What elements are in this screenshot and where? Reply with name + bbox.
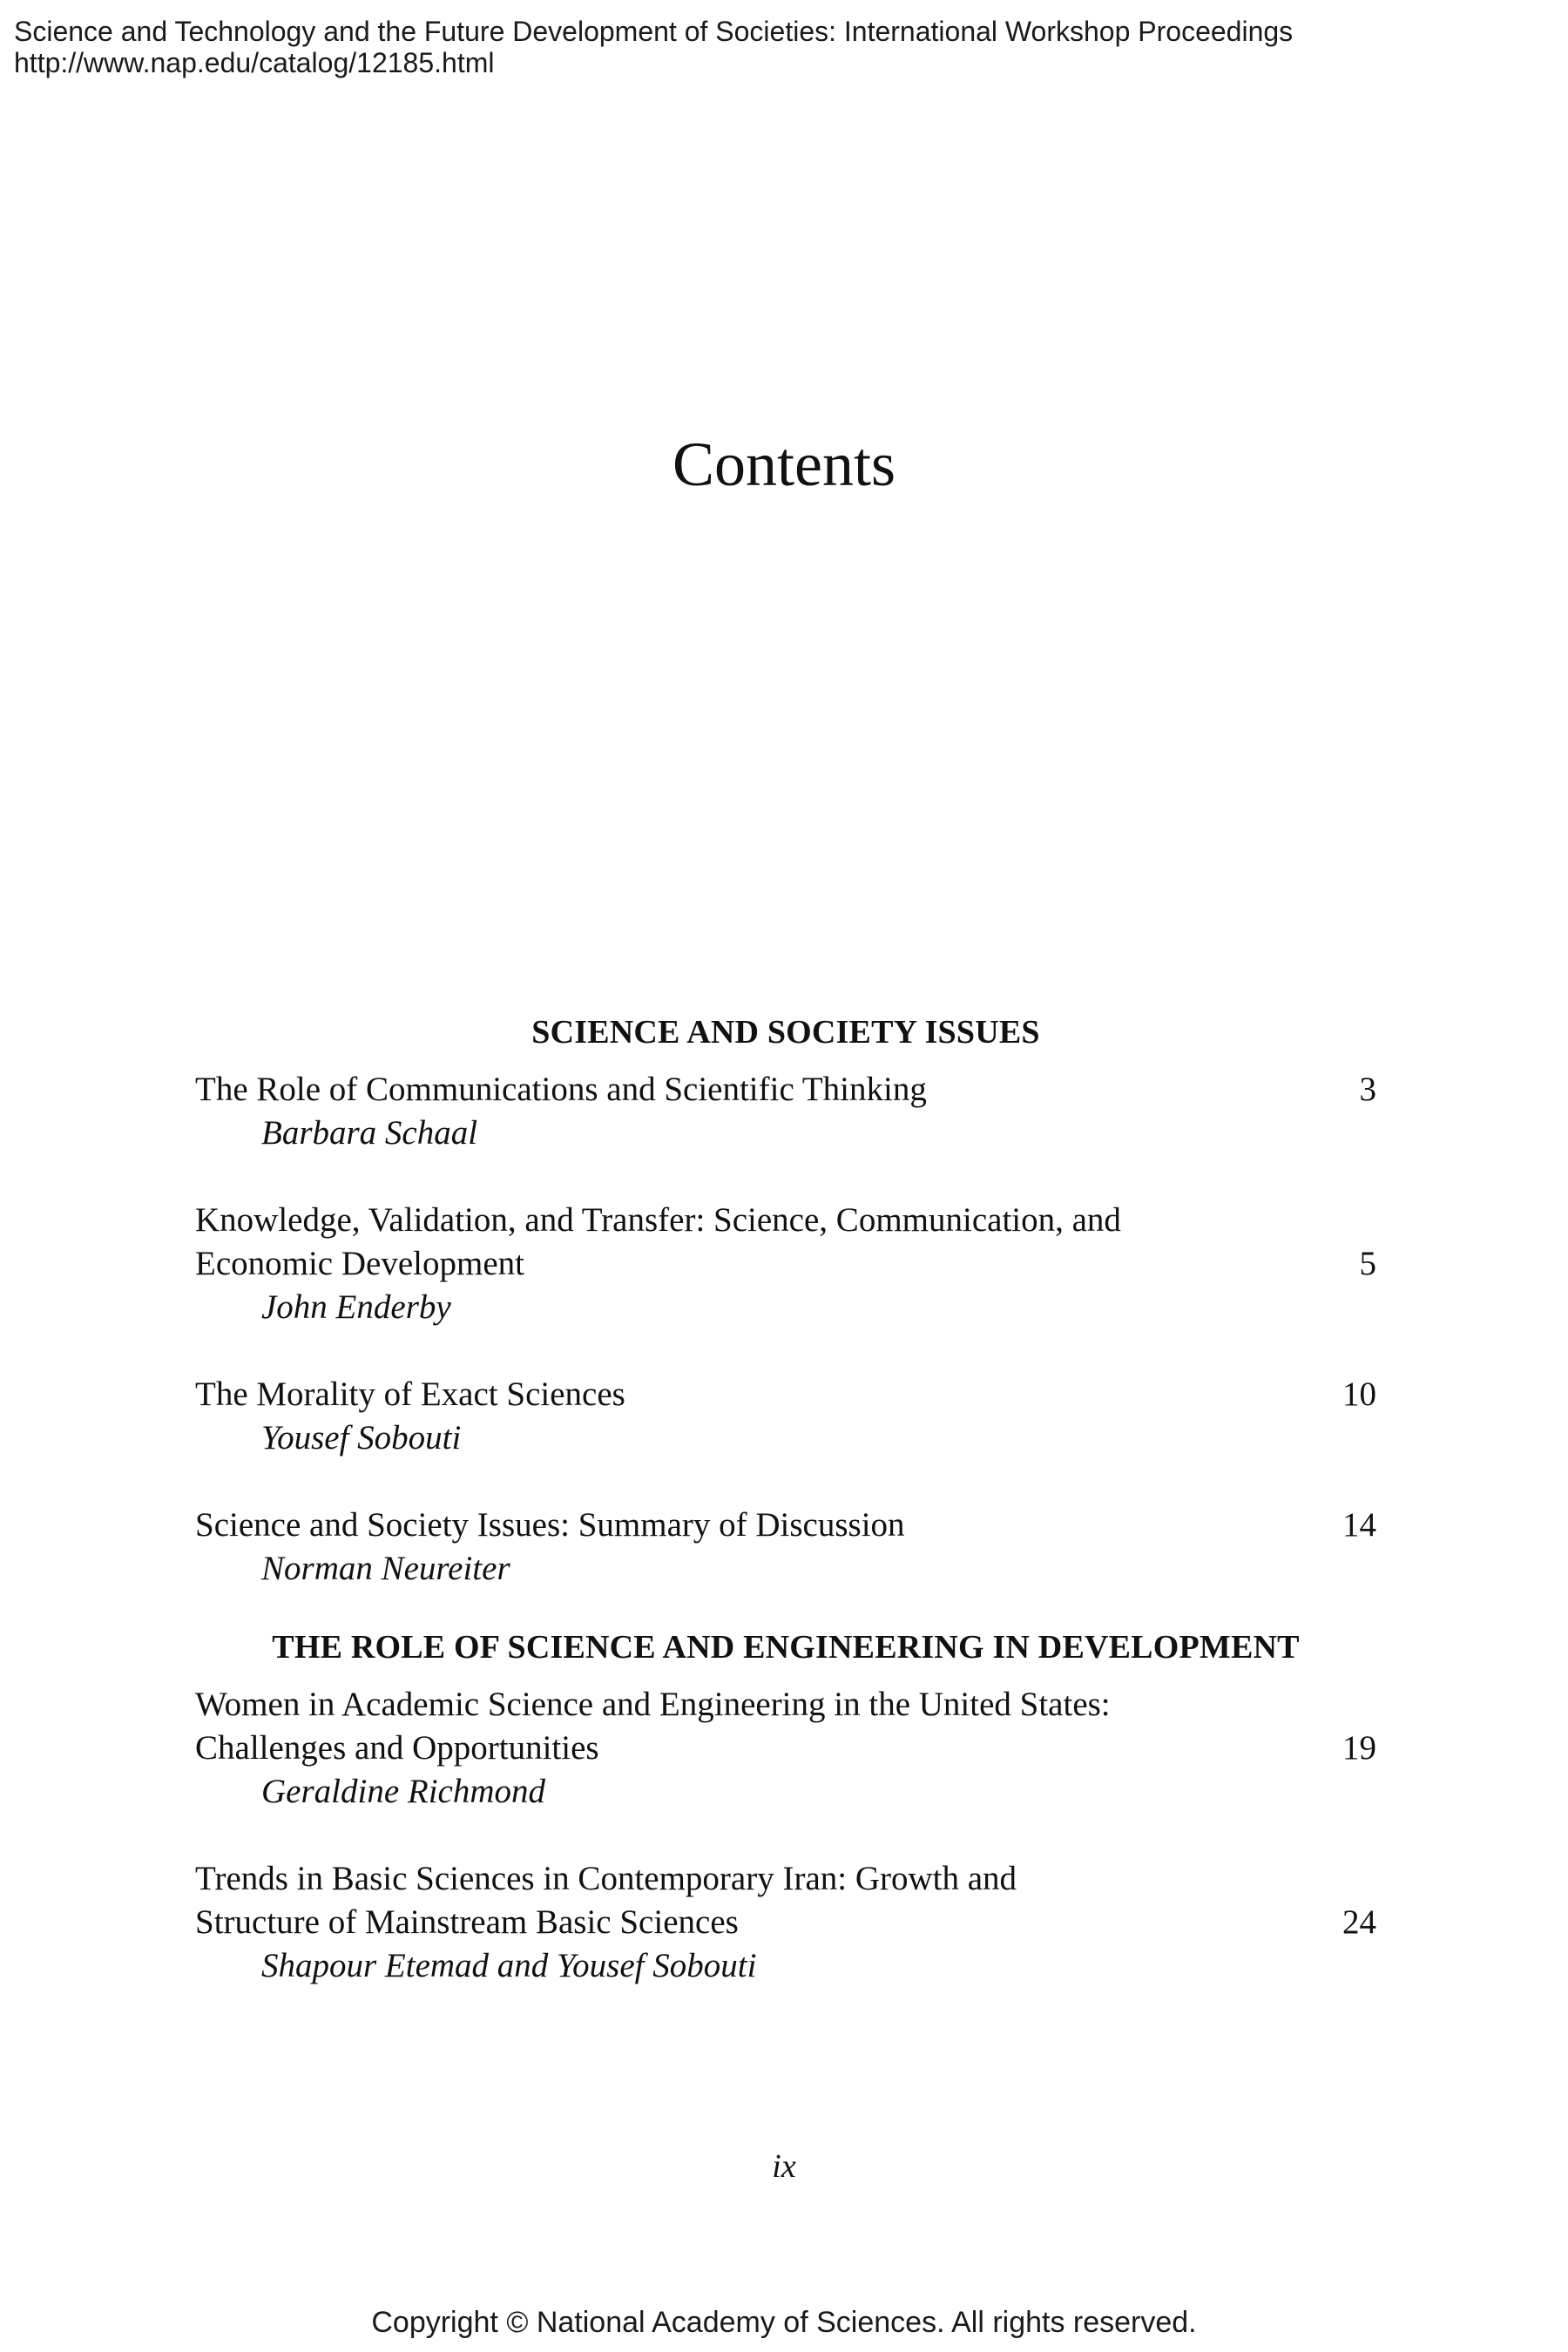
entry-author: John Enderby	[261, 1288, 451, 1326]
entry-author: Shapour Etemad and Yousef Sobouti	[261, 1947, 757, 1984]
entry-title-line	[195, 1857, 1376, 1901]
entry-title-line	[195, 1727, 1376, 1770]
entry-title-line	[195, 1373, 1376, 1416]
entry-author: Norman Neureiter	[261, 1550, 510, 1587]
toc-entry[interactable]	[195, 1199, 1376, 1329]
copyright-notice: Copyright © National Academy of Sciences. All rights reserved.	[371, 2306, 1197, 2339]
entry-author: Barbara Schaal	[261, 1114, 478, 1152]
entry-title-line	[195, 1199, 1376, 1242]
entry-title: The Morality of Exact Sciences	[195, 1375, 625, 1413]
entry-title: Economic Development	[195, 1245, 524, 1282]
entry-title: Challenges and Opportunities	[195, 1729, 599, 1767]
page-number: 3	[1359, 1071, 1376, 1108]
entry-title: Structure of Mainstream Basic Sciences	[195, 1903, 739, 1941]
entry-title-line	[195, 1901, 1376, 1944]
page-number: 10	[1342, 1375, 1376, 1413]
page-number: 5	[1359, 1245, 1376, 1282]
page-title: Contents	[672, 429, 896, 499]
entry-author: Yousef Sobouti	[261, 1419, 462, 1456]
toc-entry[interactable]	[195, 1373, 1376, 1460]
toc-entry[interactable]	[195, 1504, 1376, 1591]
entry-title: The Role of Communications and Scientific Thinking	[195, 1071, 927, 1108]
table-of-contents	[195, 1010, 1376, 1988]
page-number: 24	[1342, 1903, 1376, 1941]
section-heading: THE ROLE OF SCIENCE AND ENGINEERING IN DEVELOPMENT	[272, 1629, 1300, 1666]
entry-title-line	[195, 1683, 1376, 1727]
toc-entry[interactable]	[195, 1683, 1376, 1814]
toc-section	[195, 1625, 1376, 1988]
page-header	[14, 16, 1293, 78]
page-number: 14	[1342, 1506, 1376, 1544]
toc-entry[interactable]	[195, 1068, 1376, 1155]
toc-section	[195, 1010, 1376, 1591]
page-number: 19	[1342, 1729, 1376, 1767]
entry-author: Geraldine Richmond	[261, 1773, 546, 1810]
page-folio: ix	[772, 2148, 796, 2185]
entry-title: Women in Academic Science and Engineering in the United States:	[195, 1686, 1111, 1723]
section-heading: SCIENCE AND SOCIETY ISSUES	[531, 1014, 1040, 1051]
entry-title: Knowledge, Validation, and Transfer: Science, Communication, and	[195, 1201, 1121, 1239]
toc-entry[interactable]	[195, 1857, 1376, 1988]
catalog-url[interactable]: http://www.nap.edu/catalog/12185.html	[14, 47, 495, 78]
entry-title: Trends in Basic Sciences in Contemporary Iran: Growth and	[195, 1860, 1017, 1897]
entry-title-line	[195, 1504, 1376, 1547]
entry-title-line	[195, 1068, 1376, 1112]
book-title: Science and Technology and the Future Development of Societies: International Workshop Proceedings	[14, 16, 1294, 47]
entry-title-line	[195, 1242, 1376, 1286]
entry-title: Science and Society Issues: Summary of Discussion	[195, 1506, 905, 1544]
